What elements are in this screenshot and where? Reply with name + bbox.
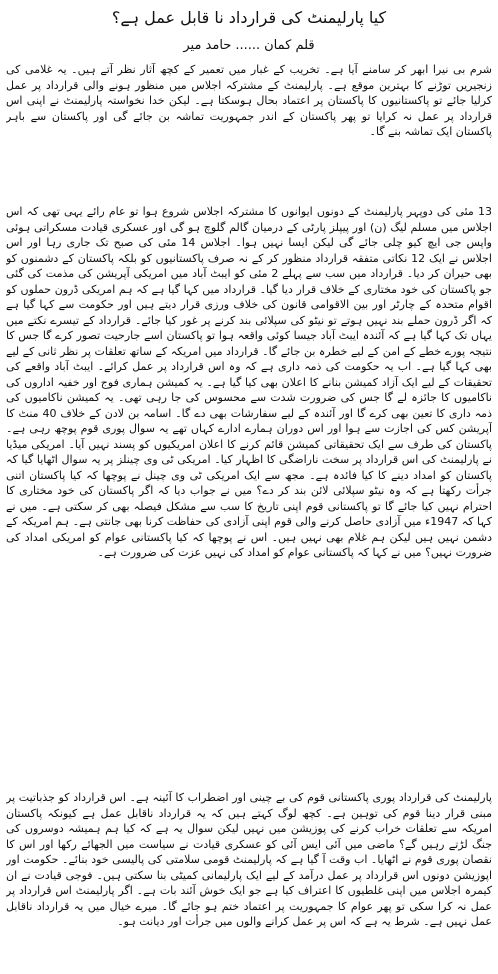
article-body (6, 62, 492, 973)
article-headline: کیا پارلیمنٹ کی قرارداد نا قابل عمل ہے؟ (111, 8, 387, 27)
article-paragraph: شرم بی نیرا ابھر کر سامنے آیا ہے۔ تخریب کے غبار میں تعمیر کے کچھ آثار نظر آتے ہیں۔ یہ غلامی کی زنجیریں توڑنے کا بہترین موقع ہے۔ پارلیمنٹ کے مشترکہ اجلاس میں منظور ہونے والی قرارداد پر عمل کرلیا جائے تو پاکستانیوں کا پاکستان پر اعتماد بحال ہوسکتا ہے۔ لیکن خدا نخواستہ پارلیمنٹ نے اپنی اس قرارداد پر عمل نہ کرایا تو پھر پاکستان کے اندر جمہوریت تماشہ بن جائے گی اور پاکستان سے باہر پاکستان ایک تماشہ بنے گا۔ (6, 63, 492, 138)
byline-separator: ...... (235, 38, 261, 53)
article-paragraph: پارلیمنٹ کی قرارداد پوری پاکستانی قوم کی بے چینی اور اضطراب کا آئینہ ہے۔ اس قرارداد کو جذباتیت پر مبنی قرار دینا قوم کی توہین ہے۔ کچھ لوگ کہتے ہیں کہ یہ قرارداد ناقابل عمل ہے کیونکہ پاکستان امریکہ سے تعلقات خراب کرنے کی پوزیشن میں نہیں لیکن سوال یہ ہے کہ کیا ہم ہمیشہ دوسروں کی جنگ لڑتے رہیں گے؟ ماضی میں آئی ایس آئی کو عسکری قیادت نے سیاست میں الجھائے رکھا اور اس کا نقصان پوری قوم نے اٹھایا۔ اب وقت آ گیا ہے کہ پارلیمنٹ قومی سلامتی کی پالیسی خود بنائے۔ حکومت اور اپوزیشن دونوں اس قرارداد پر عمل درآمد کے لیے ایک پارلیمانی کمیٹی بنا سکتی ہیں۔ فوجی قیادت نے ان کیمرہ اجلاس میں اپنی غلطیوں کا اعتراف کیا ہے جو ایک خوش آئند بات ہے۔ اگر پارلیمنٹ اس قرارداد پر عمل نہ کرا سکی تو پھر عوام کا جمہوریت پر اعتماد ختم ہو جائے گا۔ میرے خیال میں یہ قرارداد ناقابل عمل نہیں ہے۔ شرط یہ ہے کہ اس پر عمل کرانے والوں میں جرأت اور دیانت ہو۔ (6, 791, 492, 928)
article-byline (6, 36, 492, 58)
article-paragraph: 13 مئی کی دوپہر پارلیمنٹ کے دونوں ایوانوں کا مشترکہ اجلاس شروع ہوا تو عام رائے یہی تھی کہ اس اجلاس میں مسلم لیگ (ن) اور پیپلز پارٹی کے درمیان گالم گلوچ ہو گی اور عسکری قیادت مسکراتی ہوئی واپس جی ایچ کیو چلی جائے گی لیکن ایسا نہیں ہوا۔ اجلاس 14 مئی کی صبح تک جاری رہا اور اس اجلاس نے ایک 12 نکاتی متفقہ قرارداد منظور کر کے نہ صرف پاکستانیوں کو بلکہ پاکستان کے دشمنوں کو بھی حیران کر دیا۔ قرارداد میں سب سے پہلے 2 مئی کو ایبٹ آباد میں امریکی آپریشن کی مذمت کی گئی جو پاکستان کی خود مختاری کے خلاف قرار دیا گیا۔ قرارداد میں کہا گیا ہے کہ ہم امریکی ڈرون حملوں کو اقوام متحدہ کے چارٹر اور بین الاقوامی قانون کی خلاف ورزی قرار دیتے ہیں اور حکومت سے کہا گیا ہے کہ اگر ڈرون حملے بند نہیں ہوتے تو نیٹو کی سپلائی بند کرنے پر غور کیا جائے۔ قرارداد کے تیسرے نکتے میں یہاں تک کہا گیا ہے کہ آئندہ ایبٹ آباد جیسا کوئی واقعہ ہوا تو پاکستان اسے جارحیت تصور کرے گا جس کا نتیجہ پورے خطے کے امن کے لیے خطرہ بن جائے گا۔ قرارداد میں امریکہ کے ساتھ تعلقات پر نظر ثانی کے لیے بھی کہا گیا ہے۔ اب یہ حکومت کی ذمہ داری ہے کہ وہ اس قرارداد پر عمل کرائے۔ ایبٹ آباد واقعے کی تحقیقات کے لیے ایک آزاد کمیشن بنانے کا اعلان بھی کیا گیا ہے۔ یہ کمیشن ہماری فوج اور خفیہ اداروں کی ناکامیوں کا جائزہ لے گا جس کی ضرورت شدت سے محسوس کی جا رہی تھی۔ یہ کمیشن ناکامیوں کی ذمہ داری کا تعین بھی کرے گا اور آئندہ کے لیے سفارشات بھی دے گا۔ اسامہ بن لادن کے خلاف 40 منٹ کا آپریشن کس کی اجازت سے ہوا اور اس دوران ہمارے ادارے کہاں تھے یہ سوال پوری قوم پوچھ رہی ہے۔ پاکستان کی طرف سے ایک تحقیقاتی کمیشن قائم کرنے کا اعلان امریکیوں کو پسند نہیں آیا۔ امریکی میڈیا نے پارلیمنٹ کی اس قرارداد پر سخت ناراضگی کا اظہار کیا۔ امریکی ٹی وی چینلز پر یہ سوال اٹھایا گیا کہ پاکستان کو امداد دینے کا کیا فائدہ ہے۔ مجھ سے ایک امریکی ٹی وی چینل نے پوچھا کہ کیا پاکستان اتنی جرأت رکھتا ہے کہ وہ نیٹو سپلائی لائن بند کر دے؟ میں نے جواب دیا کہ اگر پاکستان کی خود مختاری کا احترام نہیں کیا جائے گا تو پاکستانی قوم اپنی تاریخ کا سب سے مشکل فیصلہ بھی کر سکتی ہے۔ میں نے کہا کہ 1947ء میں آزادی حاصل کرنے والی قوم اپنی آزادی کی حفاظت کرنا بھی جانتی ہے۔ ہم امریکہ کے دشمن نہیں ہیں لیکن ہم غلام بھی نہیں ہیں۔ اس نے پوچھا کہ کیا پاکستانی عوام کو امریکی امداد کی ضرورت نہیں؟ میں نے کہا کہ پاکستانی عوام کو امداد کی نہیں عزت کی ضرورت ہے۔ (6, 205, 492, 559)
column-name: قلم کمان (264, 38, 315, 53)
author-name: حامد میر (183, 38, 232, 53)
